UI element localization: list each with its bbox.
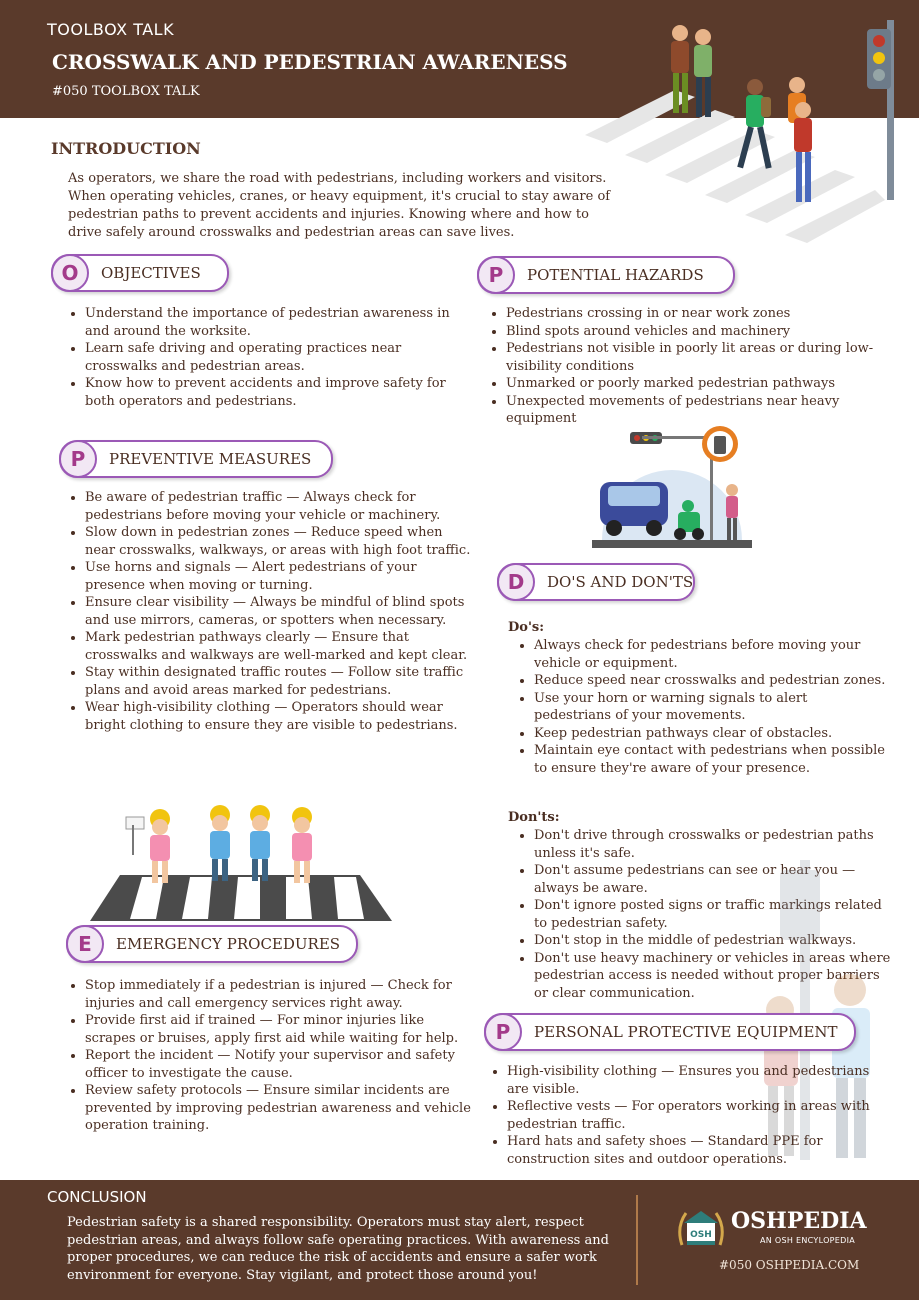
list-item: • Don't use heavy machinery or vehicles in areas where pedestrian access is needed without proper barriers or clear communication.: [534, 950, 894, 1003]
introduction-text: As operators, we share the road with pedestrians, including workers and visitors. When operating vehicles, cranes, or heavy equipment, it's crucial to stay aware of pedestrian paths to prevent accidents and injuries. Knowing where and how to drive safely around crosswalks and pedestrian areas can save lives.: [68, 171, 611, 240]
list-item: • Hard hats and safety shoes — Standard PPE for construction sites and outdoor operations.: [507, 1133, 877, 1168]
preventive-measures-letter-badge: P: [59, 440, 97, 478]
conclusion-text: Pedestrian safety is a shared responsibility. Operators must stay alert, respect pedestrian areas, and always follow safe operating practices. With awareness and proper procedures, we can reduce the risk of accidents and ensure a safer work environment for everyone. Stay vigilant, and protect those around you!: [67, 1215, 609, 1283]
list-item: • Pedestrians not visible in poorly lit areas or during low-visibility conditions: [506, 340, 876, 375]
list-item: • Reflective vests — For operators working in areas with pedestrian traffic.: [507, 1098, 877, 1133]
potential-hazards-letter-badge: P: [477, 256, 515, 294]
list-item: • Stay within designated traffic routes — Follow site traffic plans and avoid areas marked for pedestrians.: [85, 664, 471, 699]
oshpedia-logo-icon: [676, 1207, 726, 1249]
list-item: • Slow down in pedestrian zones — Reduce speed when near crosswalks, walkways, or areas with high foot traffic.: [85, 524, 471, 559]
list-item: • Don't ignore posted signs or traffic markings related to pedestrian safety.: [534, 897, 894, 932]
list-item: • Use horns and signals — Alert pedestrians of your presence when moving or turning.: [85, 559, 471, 594]
list-item: • Mark pedestrian pathways clearly — Ensure that crosswalks and walkways are well-marked and kept clear.: [85, 629, 471, 664]
list-item: • Use your horn or warning signals to alert pedestrians of your movements.: [534, 690, 886, 725]
logo-text: OSH: [690, 1230, 712, 1240]
dos-list: [516, 637, 886, 777]
list-item: • Don't stop in the middle of pedestrian walkways.: [534, 932, 894, 950]
list-item: • Understand the importance of pedestrian awareness in and around the worksite.: [85, 305, 471, 340]
ppe-list: [489, 1063, 877, 1168]
dos-donts-letter-badge: D: [497, 563, 535, 601]
children-crossing-illustration: [90, 805, 392, 921]
conclusion-title: CONCLUSION: [47, 1188, 147, 1206]
brand-website: #050 OSHPEDIA.COM: [719, 1258, 860, 1272]
list-item: • Reduce speed near crosswalks and pedestrian zones.: [534, 672, 886, 690]
list-item: • High-visibility clothing — Ensures you and pedestrians are visible.: [507, 1063, 877, 1098]
introduction-title: INTRODUCTION: [51, 139, 201, 158]
list-item: • Learn safe driving and operating practices near crosswalks and pedestrian areas.: [85, 340, 471, 375]
list-item: • Pedestrians crossing in or near work zones: [506, 305, 876, 323]
potential-hazards-header: [477, 256, 735, 294]
donts-label: Don'ts:: [508, 810, 560, 825]
list-item: • Always check for pedestrians before moving your vehicle or equipment.: [534, 637, 886, 672]
header-subtitle: #050 TOOLBOX TALK: [52, 84, 200, 99]
emergency-procedures-letter-badge: E: [66, 925, 104, 963]
objectives-header: [51, 254, 229, 292]
preventive-measures-header: [59, 440, 333, 478]
dos-donts-title: DO'S AND DON'TS: [547, 573, 694, 591]
list-item: • Ensure clear visibility — Always be mindful of blind spots and use mirrors, cameras, or spotters when necessary.: [85, 594, 471, 629]
list-item: • Provide first aid if trained — For minor injuries like scrapes or bruises, apply first aid while waiting for help.: [85, 1012, 471, 1047]
brand-tagline: AN OSH ENCYLOPEDIA: [760, 1236, 856, 1245]
crosswalk-people-illustration: [585, 15, 905, 255]
list-item: • Know how to prevent accidents and improve safety for both operators and pedestrians.: [85, 375, 471, 410]
potential-hazards-title: POTENTIAL HAZARDS: [527, 266, 704, 284]
objectives-title: OBJECTIVES: [101, 264, 201, 282]
list-item: • Stop immediately if a pedestrian is injured — Check for injuries and call emergency services right away.: [85, 977, 471, 1012]
objectives-letter-badge: O: [51, 254, 89, 292]
list-item: • Keep pedestrian pathways clear of obstacles.: [534, 725, 886, 743]
list-item: • Unmarked or poorly marked pedestrian pathways: [506, 375, 876, 393]
dos-donts-header: [497, 563, 695, 601]
list-item: • Report the incident — Notify your supervisor and safety officer to investigate the cause.: [85, 1047, 471, 1082]
objectives-list: [67, 305, 471, 410]
list-item: • Don't assume pedestrians can see or hear you — always be aware.: [534, 862, 894, 897]
footer-divider: [636, 1195, 638, 1285]
preventive-measures-list: [67, 489, 471, 734]
header-kicker: TOOLBOX TALK: [47, 20, 175, 39]
ppe-title: PERSONAL PROTECTIVE EQUIPMENT: [534, 1023, 838, 1041]
list-item: • Be aware of pedestrian traffic — Always check for pedestrians before moving your vehicle or machinery.: [85, 489, 471, 524]
page-title: CROSSWALK AND PEDESTRIAN AWARENESS: [52, 50, 568, 74]
potential-hazards-list: [488, 305, 876, 428]
list-item: • Don't drive through crosswalks or pedestrian paths unless it's safe.: [534, 827, 894, 862]
emergency-procedures-title: EMERGENCY PROCEDURES: [116, 935, 341, 953]
dos-label: Do's:: [508, 620, 545, 635]
brand-name: OSHPEDIA: [731, 1208, 867, 1234]
emergency-procedures-header: [66, 925, 358, 963]
ppe-header: [484, 1013, 856, 1051]
preventive-measures-title: PREVENTIVE MEASURES: [109, 450, 312, 468]
ppe-letter-badge: P: [484, 1013, 522, 1051]
list-item: • Wear high-visibility clothing — Operators should wear bright clothing to ensure they are visible to pedestrians.: [85, 699, 471, 734]
list-item: • Unexpected movements of pedestrians near heavy equipment: [506, 393, 876, 428]
list-item: • Review safety protocols — Ensure similar incidents are prevented by improving pedestrian awareness and vehicle operation training.: [85, 1082, 471, 1135]
list-item: • Maintain eye contact with pedestrians when possible to ensure they're aware of your presence.: [534, 742, 886, 777]
list-item: • Blind spots around vehicles and machinery: [506, 323, 876, 341]
emergency-procedures-list: [67, 977, 471, 1135]
traffic-scene-illustration: [592, 420, 752, 552]
